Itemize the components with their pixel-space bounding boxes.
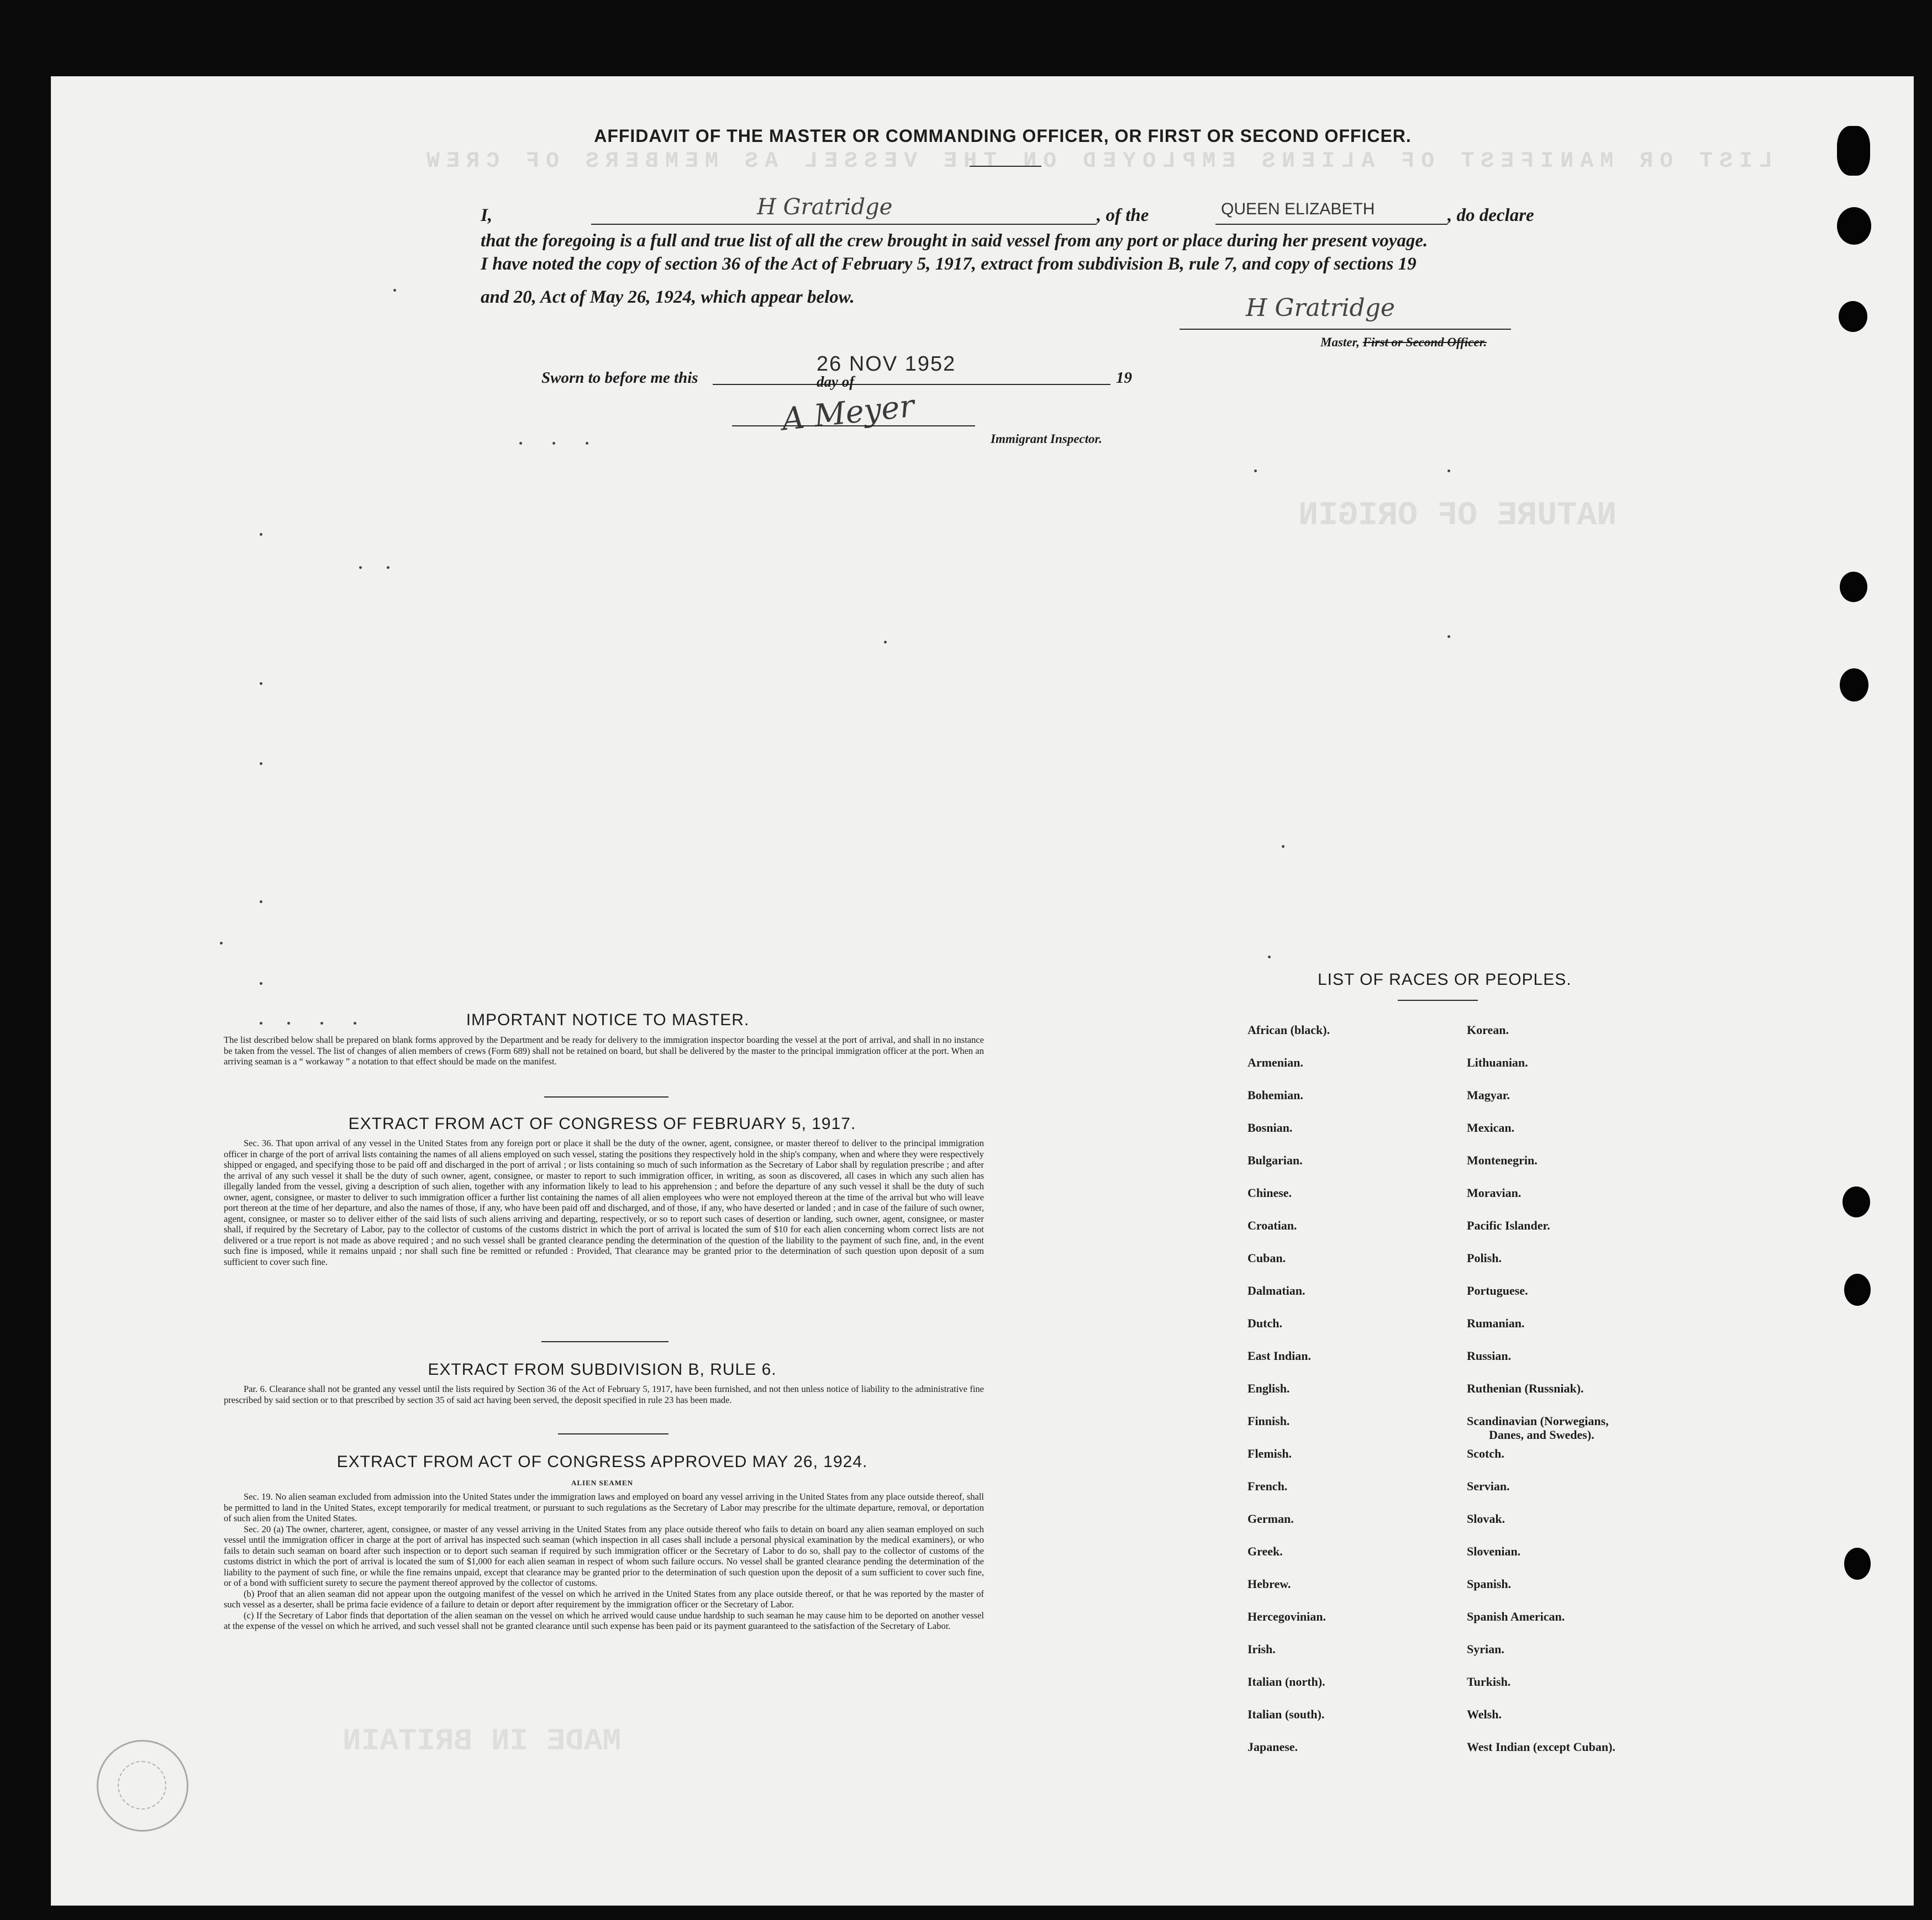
binding-hole: [1844, 1548, 1871, 1580]
race-item: Moravian.: [1467, 1186, 1522, 1200]
title-rule: [970, 166, 1041, 167]
race-item: Cuban.: [1247, 1251, 1286, 1265]
scan-speck: [1447, 470, 1450, 472]
binding-hole: [1839, 301, 1867, 332]
master-signature-line: [1180, 329, 1511, 330]
master-signature: H Gratridge: [1246, 294, 1395, 322]
do-declare-label: , do declare: [1447, 205, 1534, 225]
inspector-title: Immigrant Inspector.: [991, 432, 1102, 446]
day-of-label: day of: [817, 373, 855, 390]
bleed-through-texture: MADE IN BRITAIN: [343, 1723, 622, 1759]
section-20c-text: (c) If the Secretary of Labor finds that deportation of the alien seaman on the vessel on which he arrived would cause undue hardship to such seaman he may cause him to be deported on another vessel at the expense of the vessel on which he arrived, and such vessel shall not be granted clearance until such expense has been paid or its payment guaranteed to the satisfaction of the Secretary of Labor.: [224, 1610, 984, 1631]
race-item: Scandinavian (Norwegians,: [1467, 1414, 1609, 1428]
race-item: Chinese.: [1247, 1186, 1292, 1200]
extract-1917-heading: EXTRACT FROM ACT OF CONGRESS OF FEBRUARY 5, 1917.: [348, 1115, 856, 1133]
race-item: Turkish.: [1467, 1675, 1511, 1689]
master-name-line: [591, 224, 1097, 225]
master-title-text: Master,: [1320, 335, 1360, 349]
binding-hole: [1837, 207, 1871, 245]
race-item: Korean.: [1467, 1023, 1509, 1037]
section-19-text: Sec. 19. No alien seaman excluded from admission into the United States under the immigration laws and employed on board any vessel arriving in the United States from any place outside thereof, shall be permitted to land in the United States, except temporarily for medical treatment, or pursuant to such regulations as the Secretary of Labor may prescribe for the ultimate departure, removal, or deportation of such alien from the United States.: [224, 1491, 984, 1523]
scan-speck: [519, 442, 522, 445]
of-the-label: , of the: [1097, 205, 1149, 225]
race-item: Spanish American.: [1467, 1610, 1565, 1623]
scan-speck: [1268, 956, 1271, 958]
race-item: Dalmatian.: [1247, 1284, 1305, 1297]
race-item: West Indian (except Cuban).: [1467, 1740, 1615, 1754]
archive-seal-stamp: [97, 1740, 188, 1832]
race-item: French.: [1247, 1479, 1288, 1493]
race-item: Finnish.: [1247, 1414, 1290, 1428]
master-name-signature: H Gratridge: [757, 194, 893, 220]
race-item: Magyar.: [1467, 1088, 1510, 1102]
races-heading-rule: [1398, 1000, 1478, 1001]
master-title: [1320, 335, 1487, 350]
extract-1917-divider: [541, 1341, 668, 1342]
race-item: Bulgarian.: [1247, 1153, 1303, 1167]
scan-speck: [260, 762, 262, 765]
declaration-line-3: I have noted the copy of section 36 of the Act of February 5, 1917, extract from subdivision B, rule 7, and copy of sections 19: [481, 254, 1417, 274]
race-item-continuation: Danes, and Swedes).: [1489, 1428, 1594, 1442]
race-item: Slovak.: [1467, 1512, 1505, 1526]
race-item: Irish.: [1247, 1642, 1276, 1656]
race-item: Mexican.: [1467, 1121, 1515, 1135]
struck-officer-title: First or Second Officer.: [1362, 335, 1487, 349]
year-prefix: 19: [1116, 369, 1132, 387]
race-item: Dutch.: [1247, 1316, 1282, 1330]
scan-speck: [260, 533, 262, 536]
rule-6-divider: [558, 1433, 668, 1434]
race-item: Bosnian.: [1247, 1121, 1293, 1135]
race-item: Scotch.: [1467, 1447, 1504, 1460]
rule-6-text: Par. 6. Clearance shall not be granted any vessel until the lists required by Section 36 of the Act of February 5, 1917, have been furnished, and not then unless notice of liability to the administrative fine prescribed by said section or to that prescribed by section 35 of said act having been served, the deposit specified in rule 23 has been made.: [224, 1384, 984, 1405]
scan-speck: [586, 442, 588, 445]
race-item: Syrian.: [1467, 1642, 1504, 1656]
extract-1917-text: Sec. 36. That upon arrival of any vessel in the United States from any foreign port or place it shall be the duty of the owner, agent, consignee, or master thereof to deliver to the principal immigration officer in charge of the port of arrival lists containing the names of all aliens employed on such vessel, stating the positions they respectively hold in the ship's company, when and where they were respectively shipped or engaged, and specifying those to be paid off and discharged in the port of arrival ; or lists containing so much of such information as the Secretary of Labor shall by regulation prescribe ; and after the arrival of any such vessel it shall be the duty of such owner, agent, consignee, or master to report to such immigration officer, in writing, as soon as discovered, all cases in which any such alien has illegally landed from the vessel, giving a description of such alien, together with any information likely to lead to his apprehension ; and before the departure of any such vessel it shall be the duty of such owner, agent, consignee, or master to deliver to such immigration officer a further list containing the names of all alien employees who were not employed thereon at the time of the arrival but who will leave port thereon at the time of her departure, and also the names of those, if any, who have been paid off and discharged, and of those, if any, who have deserted or landed ; and in case of the failure of such owner, agent, consignee, or master so to deliver either of the said lists of such aliens arriving and departing, respectively, or so to report such cases of desertion or landing, such owner, agent, consignee, or master shall, if required by the Secretary of Labor, pay to the collector of customs of the customs district in which the port of arrival is located the sum of $10 for each alien concerning whom correct lists are not delivered or a true report is not made as above required ; and no such vessel shall be granted clearance pending the determination of the question of the liability to the payment of such fine, and, in the event such fine is imposed, while it remains unpaid ; nor shall such fine be remitted or refunded : Provided, That clearance may be granted prior to the determination of such question upon deposit of a sum sufficient to cover such fine.: [224, 1138, 984, 1267]
race-item: Flemish.: [1247, 1447, 1292, 1460]
race-item: Italian (south).: [1247, 1707, 1325, 1721]
scan-speck: [1254, 470, 1257, 472]
scan-speck: [260, 682, 262, 685]
binding-hole: [1840, 572, 1867, 602]
sworn-label: Sworn to before me this: [541, 369, 698, 387]
race-item: Ruthenian (Russniak).: [1467, 1381, 1584, 1395]
scan-speck: [1447, 635, 1450, 638]
scan-speck: [387, 566, 389, 569]
race-item: Italian (north).: [1247, 1675, 1325, 1689]
declaration-line-4: and 20, Act of May 26, 1924, which appear below.: [481, 287, 855, 307]
race-item: Polish.: [1467, 1251, 1502, 1265]
race-item: Bohemian.: [1247, 1088, 1303, 1102]
binding-hole: [1844, 1274, 1871, 1306]
declare-i-label: I,: [481, 205, 493, 225]
vessel-name-line: [1215, 224, 1447, 225]
notice-text: The list described below shall be prepared on blank forms approved by the Department and be ready for delivery to the immigration inspector boarding the vessel at the port of arrival, and shall in no instance be taken from the vessel. The list of changes of alien members of crews (Form 689) shall not be retained on board, but shall be delivered by the master to the principal immigration officer at the port. When an arriving seaman is a “ workaway ” a notation to that effect should be made on the manifest.: [224, 1035, 984, 1067]
race-item: Hercegovinian.: [1247, 1610, 1326, 1623]
race-item: Russian.: [1467, 1349, 1512, 1363]
race-item: Spanish.: [1467, 1577, 1512, 1591]
races-heading: LIST OF RACES OR PEOPLES.: [1318, 970, 1572, 989]
extract-1924-heading: EXTRACT FROM ACT OF CONGRESS APPROVED MAY 26, 1924.: [336, 1453, 868, 1471]
races-right-column: [1467, 1023, 1699, 1763]
section-20b-text: (b) Proof that an alien seaman did not appear upon the outgoing manifest of the vessel on which he arrived in the United States from any place outside thereof, or that he was reported by the master of such vessel as a deserter, shall be prima facie evidence of a failure to detain or deport after requirement by the immigration officer or the Secretary of Labor.: [224, 1588, 984, 1610]
race-item: East Indian.: [1247, 1349, 1311, 1363]
declaration-line-2: that the foregoing is a full and true list of all the crew brought in said vessel from any port or place during her present voyage.: [481, 231, 1428, 251]
race-item: Croatian.: [1247, 1219, 1297, 1232]
race-item: Greek.: [1247, 1544, 1283, 1558]
affidavit-title: AFFIDAVIT OF THE MASTER OR COMMANDING OFFICER, OR FIRST OR SECOND OFFICER.: [594, 126, 1412, 146]
race-item: African (black).: [1247, 1023, 1330, 1037]
scan-speck: [359, 566, 362, 569]
race-item: Portuguese.: [1467, 1284, 1528, 1297]
sworn-date-stamp: 26 NOV 1952: [817, 352, 956, 376]
scan-speck: [260, 982, 262, 985]
rule-6-heading: EXTRACT FROM SUBDIVISION B, RULE 6.: [428, 1360, 777, 1379]
notice-divider: [544, 1096, 668, 1098]
bleed-through-texture: LIST OR MANIFEST OF ALIENS EMPLOYED ON THE VESSEL AS MEMBERS OF CREW: [420, 149, 1773, 174]
binding-hole: [1842, 1186, 1870, 1217]
scan-speck: [220, 942, 223, 945]
binding-hole: [1840, 668, 1868, 701]
notice-heading: IMPORTANT NOTICE TO MASTER.: [466, 1011, 750, 1029]
race-item: Rumanian.: [1467, 1316, 1525, 1330]
race-item: Montenegrin.: [1467, 1153, 1538, 1167]
race-item: English.: [1247, 1381, 1290, 1395]
inspector-signature: A Meyer: [780, 388, 917, 438]
extract-1924-body: [224, 1491, 984, 1632]
alien-seamen-subheading: ALIEN SEAMEN: [571, 1479, 634, 1487]
race-item: Hebrew.: [1247, 1577, 1291, 1591]
race-item: Welsh.: [1467, 1707, 1502, 1721]
scan-speck: [552, 442, 555, 445]
scan-speck: [260, 900, 262, 903]
race-item: German.: [1247, 1512, 1294, 1526]
races-left-column: [1247, 1023, 1468, 1763]
inspector-signature-line: [732, 425, 975, 426]
scan-speck: [393, 289, 396, 292]
binding-hole: [1837, 126, 1870, 176]
race-item: Japanese.: [1247, 1740, 1298, 1754]
race-item: Lithuanian.: [1467, 1056, 1528, 1069]
sworn-date-line: [713, 384, 1110, 385]
section-20a-text: Sec. 20 (a) The owner, charterer, agent, consignee, or master of any vessel arriving in the United States from any place outside thereof who fails to detain on board any alien seaman employed on such vessel until the immigration officer in charge at the port of arrival has inspected such seaman (which inspection in all cases shall include a personal physical examination by the medical examiners), or who fails to detain such seaman on board after such inspection or to deport such seaman if required by such immigration officer or the Secretary of Labor to do so, shall pay to the collector of customs of the customs district in which the port of arrival is located the sum of $1,000 for each alien seaman in respect of whom such failure occurs. No vessel shall be granted clearance pending the determination of the liability to the payment of such fine, or while the fine remains unpaid, except that clearance may be granted prior to the determination of such question upon the deposit of a sum sufficient to cover such fine, or of a bond with sufficient surety to secure the payment thereof approved by the collector of customs.: [224, 1523, 984, 1588]
vessel-name: QUEEN ELIZABETH: [1221, 200, 1375, 218]
scan-speck: [1282, 845, 1285, 848]
race-item: Slovenian.: [1467, 1544, 1521, 1558]
race-item: Servian.: [1467, 1479, 1510, 1493]
scan-speck: [884, 641, 887, 643]
race-item: Armenian.: [1247, 1056, 1303, 1069]
bleed-through-texture: NATURE OF ORIGIN: [1298, 497, 1617, 535]
race-item: Pacific Islander.: [1467, 1219, 1550, 1232]
